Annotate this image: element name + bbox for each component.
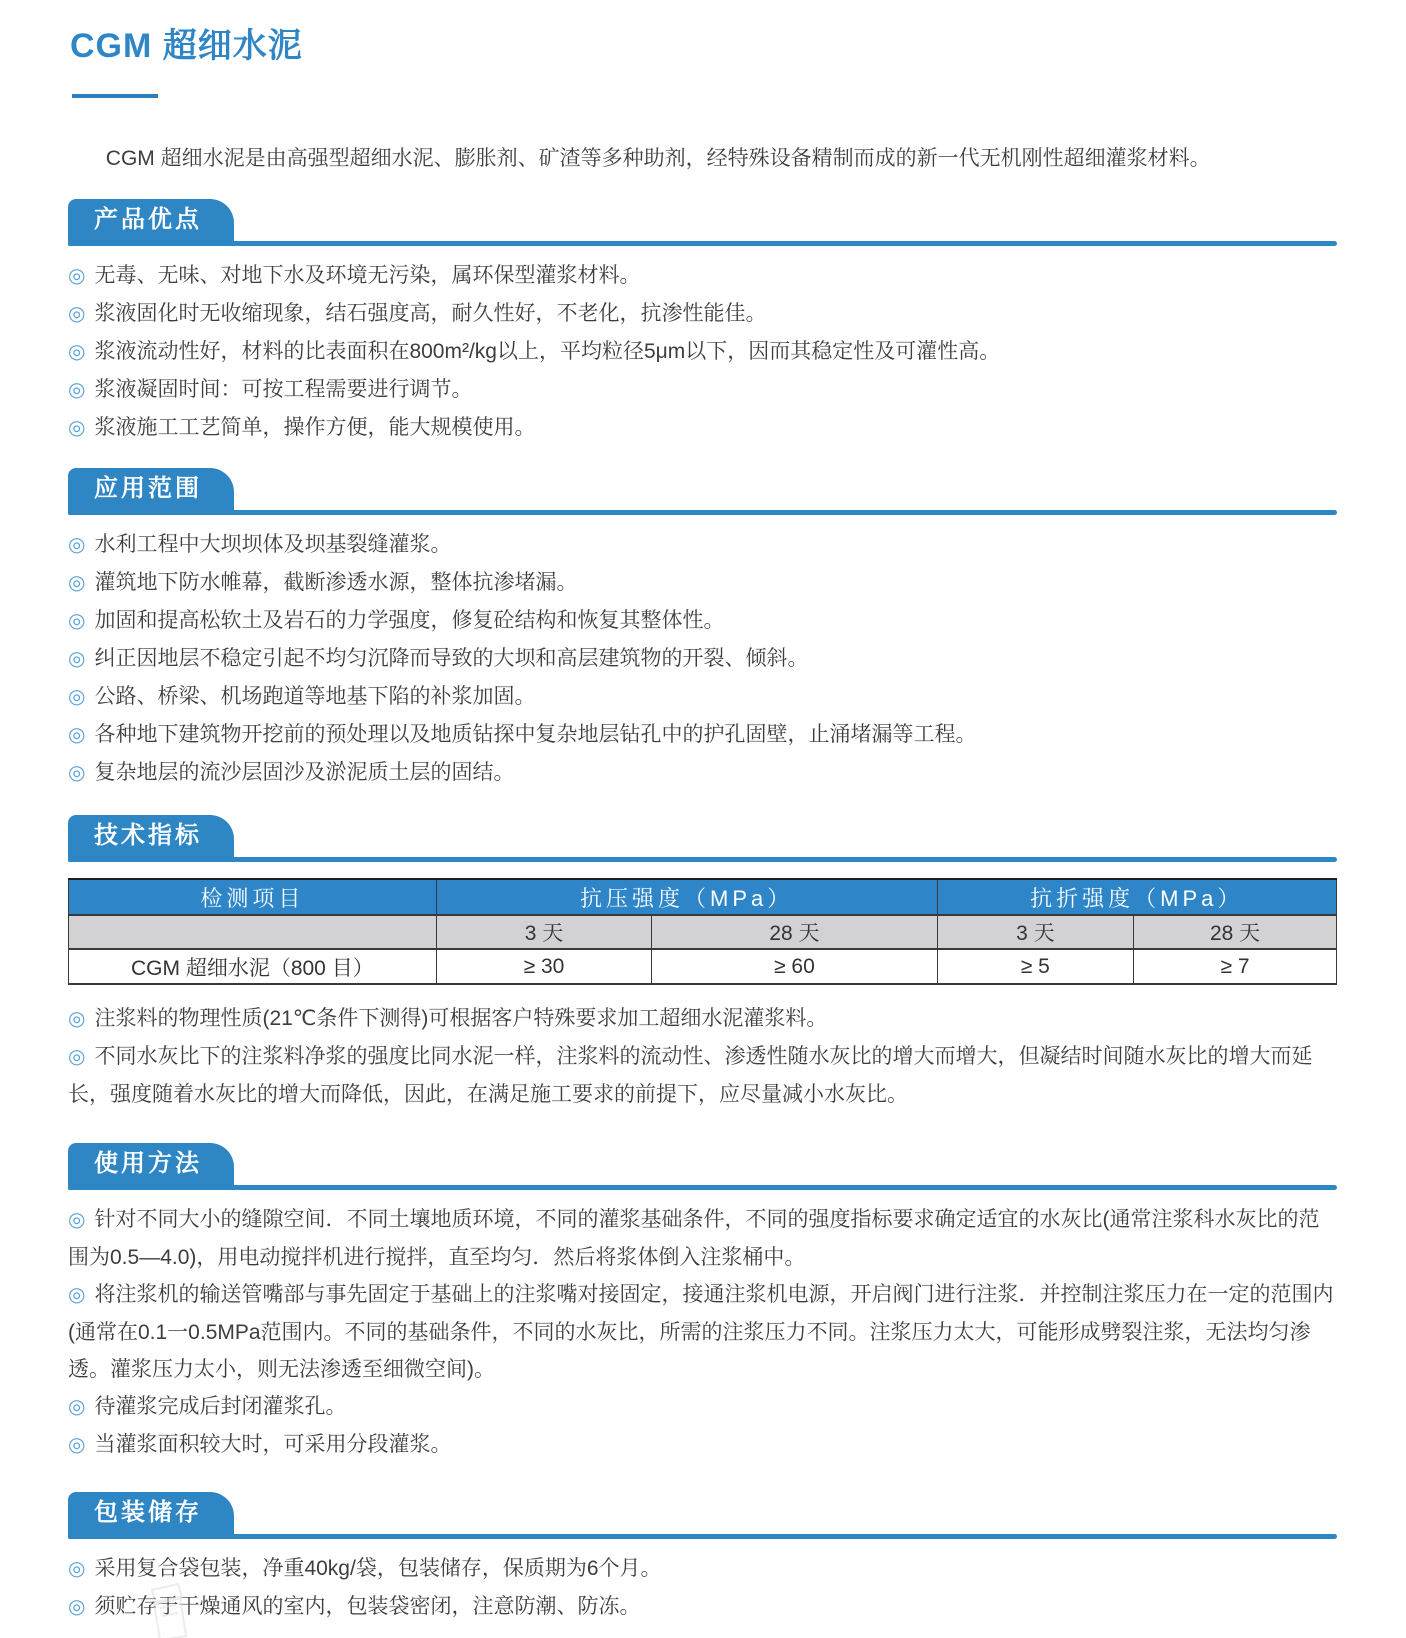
list-item-text: 采用复合袋包装，净重40kg/袋，包装储存，保质期为6个月。 [94,1557,662,1580]
list-item [68,526,1337,564]
list-item [68,754,1337,792]
list-item-text: 各种地下建筑物开挖前的预处理以及地质钻探中复杂地层钻孔中的护孔固壁，止涌堵漏等工程。 [94,723,977,746]
bullseye-icon: ◎ [68,379,86,401]
list-item [68,678,1337,716]
list-item-text: 将注浆机的输送管嘴部与事先固定于基础上的注浆嘴对接固定，接通注浆机电源，开启阀门进行注浆．并控制注浆压力在一定的范围内(通常在0.1一0.5MPa范围内。不同的基础条件，不同的水灰比，所需的注浆压力不同。注浆压力太大，可能形成劈裂注浆，无法均匀渗透。灌浆压力太小，则无法渗透至细微空间)。 [68,1283,1334,1381]
note-item [68,1000,1337,1038]
value-cell: ≥ 30 [436,949,652,984]
bullseye-icon: ◎ [68,610,86,632]
list-item-text: 复杂地层的流沙层固沙及淤泥质土层的固结。 [94,761,515,784]
table-subheader-row [69,915,1337,949]
table-row [69,949,1337,984]
section-header [68,1492,1337,1539]
col-header-compressive: 抗压强度（MPa） [436,879,937,915]
spec-table [68,878,1337,985]
page-title: CGM 超细水泥 [70,27,303,65]
document-page [0,18,1406,1626]
bullet-list-usage [68,1190,1337,1464]
section-specs [68,815,1337,1113]
list-item [68,640,1337,678]
section-applications [68,468,1337,792]
list-item-text: 灌筑地下防水帷幕，截断渗透水源，整体抗渗堵漏。 [94,571,578,594]
list-item [68,1550,1337,1588]
list-item-text: 当灌浆面积较大时，可采用分段灌浆。 [94,1433,452,1456]
bullseye-icon: ◎ [68,303,86,325]
bullseye-icon: ◎ [68,762,86,784]
list-item [68,564,1337,602]
list-item [68,1276,1337,1388]
bullseye-icon: ◎ [68,686,86,708]
bullseye-icon: ◎ [68,1284,86,1306]
title-underline [72,94,158,98]
list-item-text: 浆液流动性好，材料的比表面积在800m²/kg以上，平均粒径5μm以下，因而其稳定性及可灌性高。 [94,340,1001,363]
list-item-text: 须贮存于干燥通风的室内，包装袋密闭，注意防潮、防冻。 [94,1595,641,1618]
bullseye-icon: ◎ [68,1596,86,1618]
section-tab-specs: 技术指标 [68,815,234,857]
bullseye-icon: ◎ [68,534,86,556]
bullseye-icon: ◎ [68,572,86,594]
list-item [68,1588,1337,1626]
bullseye-icon: ◎ [68,1046,86,1068]
note-text: 不同水灰比下的注浆料净浆的强度比同水泥一样，注浆料的流动性、渗透性随水灰比的增大而增大，但凝结时间随水灰比的增大而延长，强度随着水灰比的增大而降低，因此，在满足施工要求的前提下，应尽量减小水灰比。 [68,1045,1313,1106]
section-tab-applications: 应用范围 [68,468,234,510]
section-advantages [68,199,1337,447]
empty-cell [69,915,437,949]
list-item [68,602,1337,640]
subheader-cell: 3 天 [436,915,652,949]
subheader-cell: 28 天 [1134,915,1337,949]
bullseye-icon: ◎ [68,724,86,746]
section-header [68,199,1337,246]
list-item-text: 针对不同大小的缝隙空间．不同土壤地质环境，不同的灌浆基础条件，不同的强度指标要求确定适宜的水灰比(通常注浆科水灰比的范围为0.5—4.0)，用电动搅拌机进行搅拌，直至均匀．然后将浆体倒入注浆桶中。 [68,1208,1320,1269]
list-item-text: 水利工程中大坝坝体及坝基裂缝灌浆。 [94,533,452,556]
col-header-item: 检测项目 [69,879,437,915]
bullseye-icon: ◎ [68,417,86,439]
section-tab-advantages: 产品优点 [68,199,234,241]
section-header [68,815,1337,862]
row-name-cell: CGM 超细水泥（800 目） [69,949,437,984]
list-item [68,409,1337,447]
section-tab-storage: 包装储存 [68,1492,234,1534]
section-usage [68,1143,1337,1464]
section-tab-usage: 使用方法 [68,1143,234,1185]
value-cell: ≥ 5 [937,949,1134,984]
list-item [68,1388,1337,1426]
value-cell: ≥ 7 [1134,949,1337,984]
section-header [68,1143,1337,1190]
bullet-list-applications [68,515,1337,792]
list-item [68,257,1337,295]
section-storage [68,1492,1337,1626]
list-item-text: 浆液凝固时间：可按工程需要进行调节。 [94,378,473,401]
bullseye-icon: ◎ [68,265,86,287]
bullseye-icon: ◎ [68,1434,86,1456]
bullseye-icon: ◎ [68,1558,86,1580]
bullseye-icon: ◎ [68,341,86,363]
section-rule [68,857,1337,862]
note-text: 注浆料的物理性质(21℃条件下测得)可根据客户特殊要求加工超细水泥灌浆料。 [94,1007,828,1030]
product-bag-watermark-icon [130,1578,200,1638]
list-item [68,333,1337,371]
list-item-text: 加固和提高松软土及岩石的力学强度，修复砼结构和恢复其整体性。 [94,609,725,632]
list-item [68,716,1337,754]
bullet-list-storage [68,1539,1337,1626]
bullseye-icon: ◎ [68,1008,86,1030]
value-cell: ≥ 60 [652,949,937,984]
list-item-text: 无毒、无味、对地下水及环境无污染，属环保型灌浆材料。 [94,264,641,287]
list-item [68,295,1337,333]
subheader-cell: 3 天 [937,915,1134,949]
subheader-cell: 28 天 [652,915,937,949]
spec-notes [68,985,1337,1113]
list-item-text: 待灌浆完成后封闭灌浆孔。 [94,1395,347,1418]
note-item [68,1038,1337,1113]
list-item-text: 浆液施工工艺简单，操作方便，能大规模使用。 [94,416,536,439]
list-item [68,1426,1337,1464]
table-header-row [69,879,1337,915]
section-header [68,468,1337,515]
bullet-list-advantages [68,246,1337,447]
bullseye-icon: ◎ [68,1209,86,1231]
bullseye-icon: ◎ [68,1396,86,1418]
intro-paragraph: CGM 超细水泥是由高强型超细水泥、膨胀剂、矿渣等多种助剂，经特殊设备精制而成的新一代无机刚性超细灌浆材料。 [105,147,1211,170]
col-header-flexural: 抗折强度（MPa） [937,879,1336,915]
bullseye-icon: ◎ [68,648,86,670]
list-item [68,1201,1337,1276]
list-item-text: 纠正因地层不稳定引起不均匀沉降而导致的大坝和高层建筑物的开裂、倾斜。 [94,647,809,670]
list-item-text: 公路、桥梁、机场跑道等地基下陷的补浆加固。 [94,685,536,708]
list-item-text: 浆液固化时无收缩现象，结石强度高，耐久性好，不老化，抗渗性能佳。 [94,302,767,325]
list-item [68,371,1337,409]
